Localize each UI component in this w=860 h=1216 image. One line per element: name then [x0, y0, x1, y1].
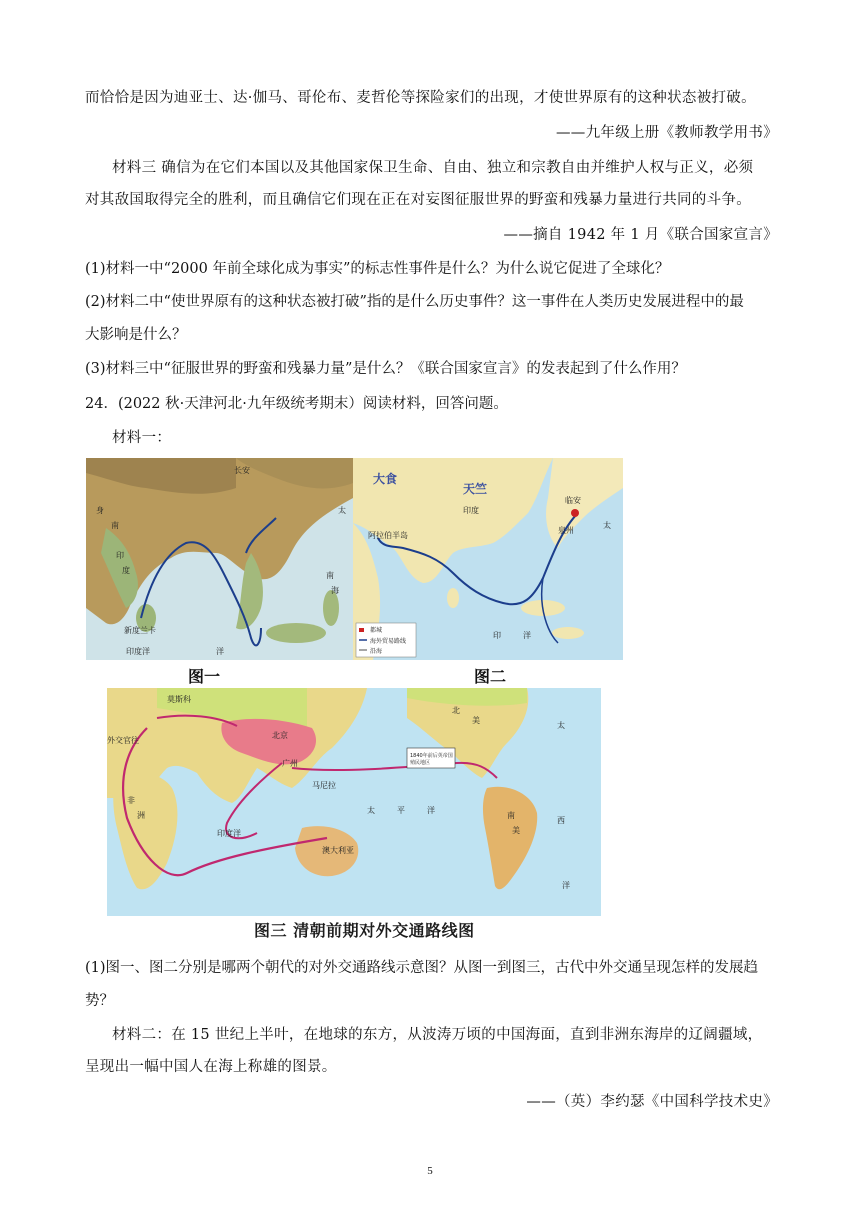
svg-text:新度兰卡: 新度兰卡	[124, 626, 156, 635]
figure-2-label: 图二	[474, 667, 507, 686]
svg-text:西: 西	[557, 816, 565, 825]
svg-text:太: 太	[557, 721, 565, 730]
question-3: (3)材料三中“征服世界的野蛮和残暴力量”是什么？《联合国家宣言》的发表起到了什么作用？	[85, 361, 686, 377]
svg-text:非: 非	[127, 796, 135, 805]
svg-text:印度洋: 印度洋	[126, 647, 150, 656]
svg-text:洋: 洋	[562, 881, 570, 890]
svg-text:太: 太	[367, 806, 375, 815]
svg-text:外交官往: 外交官往	[107, 736, 139, 745]
sub-question-1-cont: 势？	[85, 993, 114, 1009]
svg-text:泉州: 泉州	[558, 526, 574, 535]
svg-text:洲: 洲	[137, 811, 145, 820]
source-line: ——九年级上册《教师教学用书》	[556, 125, 778, 141]
svg-text:美: 美	[512, 826, 520, 835]
svg-text:印: 印	[493, 631, 501, 640]
svg-text:身: 身	[96, 506, 104, 515]
svg-text:印: 印	[116, 551, 124, 560]
svg-text:洋: 洋	[427, 806, 435, 815]
source-line: ——摘自 1942 年 1 月《联合国家宣言》	[503, 227, 778, 243]
figure-3-caption: 图三 清朝前期对外交通路线图	[254, 921, 475, 940]
svg-text:海外贸易路线: 海外贸易路线	[370, 638, 407, 645]
svg-text:沿海: 沿海	[370, 648, 383, 655]
svg-text:莫斯科: 莫斯科	[167, 695, 191, 704]
svg-text:殖民地区: 殖民地区	[410, 760, 431, 766]
sub-question-1: (1)图一、图二分别是哪两个朝代的对外交通路线示意图？从图一到图三，古代中外交通呈现怎样的发展趋	[85, 960, 759, 976]
page-number: 5	[427, 1165, 433, 1177]
question-1: (1)材料一中“2000 年前全球化成为事实”的标志性事件是什么？为什么说它促进了全球化？	[85, 261, 670, 277]
svg-text:1840年前后英帝国: 1840年前后英帝国	[410, 753, 453, 759]
svg-text:印度: 印度	[463, 506, 479, 515]
material-one-label: 材料一：	[112, 430, 172, 446]
material-two: 材料二：在 15 世纪上半叶，在地球的东方，从波涛万顷的中国海面，直到非洲东海岸的辽阔疆域，	[112, 1027, 763, 1043]
svg-text:美: 美	[472, 716, 480, 725]
svg-text:洋: 洋	[216, 647, 224, 656]
question-2-cont: 大影响是什么？	[85, 327, 187, 343]
svg-text:长安: 长安	[234, 466, 250, 475]
svg-text:天竺: 天竺	[463, 482, 488, 496]
svg-text:北: 北	[452, 706, 460, 715]
svg-text:南: 南	[326, 571, 334, 580]
svg-text:广州: 广州	[282, 759, 298, 768]
text-line: 而恰恰是因为迪亚士、达·伽马、哥伦布、麦哲伦等探险家们的出现，才使世界原有的这种状态被打破。	[85, 90, 756, 106]
question-24: 24．(2022 秋·天津河北·九年级统考期末）阅读材料，回答问题。	[85, 396, 508, 412]
svg-text:海: 海	[331, 586, 339, 595]
material-three: 材料三 确信为在它们本国以及其他国家保卫生命、自由、独立和宗教自由并维护人权与正义，必须	[112, 160, 754, 176]
svg-text:北京: 北京	[272, 731, 288, 740]
svg-text:澳大利亚: 澳大利亚	[322, 846, 354, 855]
figure-3-map	[107, 688, 601, 916]
svg-text:都城: 都城	[370, 627, 383, 634]
source-line: ——（英）李约瑟《中国科学技术史》	[526, 1094, 778, 1110]
svg-text:马尼拉: 马尼拉	[312, 781, 336, 790]
svg-text:大食: 大食	[373, 472, 398, 486]
svg-text:平: 平	[397, 806, 405, 815]
svg-text:度: 度	[122, 566, 130, 575]
svg-text:南: 南	[111, 521, 119, 530]
svg-text:太: 太	[603, 521, 611, 530]
question-2: (2)材料二中“使世界原有的这种状态被打破”指的是什么历史事件？这一事件在人类历史发展进程中的最	[85, 294, 744, 310]
svg-text:临安: 临安	[565, 496, 581, 505]
text-line: 对其敌国取得完全的胜利，而且确信它们现在正在对妄图征服世界的野蛮和残暴力量进行共同的斗争。	[85, 192, 751, 208]
svg-text:太: 太	[338, 506, 346, 515]
figure-2-map	[353, 458, 623, 660]
svg-text:南: 南	[507, 811, 515, 820]
figure-1-label: 图一	[188, 667, 221, 686]
svg-text:印度洋: 印度洋	[217, 829, 241, 838]
material-two-cont: 呈现出一幅中国人在海上称雄的图景。	[85, 1059, 337, 1075]
svg-text:洋: 洋	[523, 631, 531, 640]
figure-1-map	[86, 458, 353, 660]
svg-text:阿拉伯半岛: 阿拉伯半岛	[368, 531, 408, 540]
